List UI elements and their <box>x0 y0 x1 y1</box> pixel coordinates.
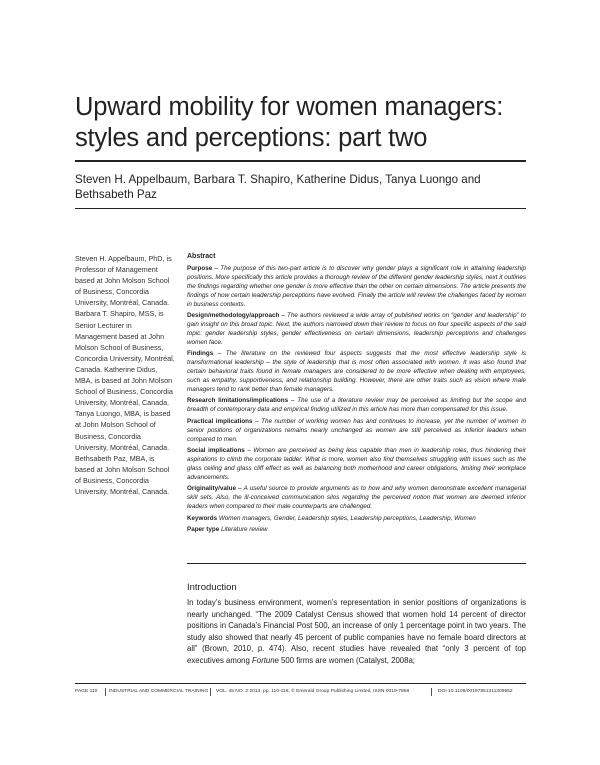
intro-text-b: 500 firms are women (Catalyst, 2008a; <box>278 655 415 665</box>
abstract-findings <box>187 350 526 395</box>
practical-text: – The number of working women has and continues to increase, yet the number of women in senior positions of organizations remains nearly unchanged as women are still perceived as inferior leaders when compared to men. <box>187 417 526 443</box>
author-bios: Steven H. Appelbaum, PhD, is Professor of Management based at John Molson School of Business, Concordia University, Montréal, Canada. Barbara T. Shapiro, MSS, is Senior Lecturer in Management based at John Molson School of Business, Concordia University, Montréal, Canada. Katherine Didus, MBA, is based at John Molson School of Business, Concordia University, Montréal, Canada. Tanya Luongo, MBA, is based at John Molson School of Business, Concordia University, Montréal, Canada. Bethsabeth Paz, MBA, is based at John Molson School of Business, Concordia University, Montréal, Canada. <box>75 254 175 496</box>
originality-label: Originality/value <box>187 485 236 493</box>
title-line-1: Upward mobility for women managers: <box>75 93 504 121</box>
authors-rule <box>75 208 526 209</box>
article-title <box>75 92 526 154</box>
footer-citation: VOL. 45 NO. 2 2013, pp. 110-118, © Emerald Group Publishing Limited, ISSN 0019-7858 <box>216 689 410 694</box>
abstract-rule <box>187 563 526 564</box>
introduction-heading: Introduction <box>187 582 237 593</box>
social-label: Social implications <box>187 447 245 455</box>
title-line-2: styles and perceptions: part two <box>75 124 428 152</box>
abstract-keywords <box>187 515 526 524</box>
abstract-paper-type <box>187 526 526 535</box>
abstract-purpose <box>187 265 526 310</box>
abstract-heading: Abstract <box>187 253 216 260</box>
footer-separator <box>105 688 106 696</box>
research-label: Research limitations/implications <box>187 397 289 405</box>
findings-label: Findings <box>187 350 214 358</box>
abstract-originality <box>187 485 526 512</box>
research-text: – The use of a literature review may be perceived as limiting but the scope and breadth of contemporary data and empirical finding utilized in this article has more than compensated for this issue. <box>187 397 526 414</box>
abstract-research <box>187 397 526 415</box>
footer-separator <box>210 688 211 696</box>
design-text: – The authors reviewed a wide array of published works on “gender and leadership” to gain insight on this broad topic. Next, the authors narrowed down their review to focus on four specific aspects of the said topic: gender leadership styles, gender effectiveness on certain dimensions, leadership perceptions and challenges women face. <box>187 312 526 346</box>
keywords-text: Women managers, Gender, Leadership styles, Leadership perceptions, Leadership, Women <box>217 514 476 522</box>
introduction-body <box>187 597 526 667</box>
findings-text: – The literature on the reviewed four aspects suggests that the most effective leadership style is transformational leadership – the style of leadership that is most often associated with women. It was also found that certain behavioral traits found in female managers are considered to be more effective when dealing with employees, such as empathy, supportiveness, and relationship building. However, there are other traits such as vision where male managers tend to rank better than female managers. <box>187 350 526 393</box>
page-footer <box>75 689 526 699</box>
authors-line-1: Steven H. Appelbaum, Barbara T. Shapiro, Katherine Didus, Tanya Luongo and <box>75 173 481 186</box>
practical-label: Practical implications <box>187 417 253 425</box>
footer-doi: DOI 10.1108/00197851311309552 <box>438 689 513 694</box>
abstract-design <box>187 312 526 348</box>
originality-text: – A useful source to provide arguments as to how and why women demonstrate excellent managerial skill sets. Also, the ill-conceived communication silos regarding the perceived notion that women are deemed inferior leaders when compared to their male counterparts are challenged. <box>187 485 526 511</box>
design-label: Design/methodology/approach <box>187 312 280 320</box>
abstract-practical <box>187 418 526 445</box>
purpose-text: – The purpose of this two-part article is to discover why gender plays a significant role in attaining leadership positions. More specifically this article provides a thorough review of the different gender leadership styles, next it outlines the findings regarding whether one gender is more effective than the other on certain dimensions. The article presents the findings of how certain leadership perceptions have evolved. Finally the article will review the challenges faced by women in business contexts. <box>187 264 526 308</box>
abstract <box>187 253 526 538</box>
abstract-social <box>187 447 526 483</box>
keywords-label: Keywords <box>187 514 218 522</box>
intro-text-em: Fortune <box>252 655 279 665</box>
purpose-label: Purpose <box>187 264 213 272</box>
footer-journal: INDUSTRIAL AND COMMERCIAL TRAINING <box>109 689 209 694</box>
title-rule <box>75 160 526 162</box>
social-text: – Women are perceived as being less capable than men in leadership roles, thus hindering their aspirations to climb the corporate ladder. What is more, women also find themselves struggling with issues such as the glass ceiling and glass cliff effect as well as balancing both motherhood and career obligations, limiting their workplace advancements. <box>187 447 526 481</box>
footer-separator <box>431 688 432 696</box>
footer-page-number: PAGE 110 <box>75 689 98 694</box>
paper-type-text: Literature review <box>219 526 268 534</box>
paper-type-label: Paper type <box>187 526 220 534</box>
authors-line-2: Bethsabeth Paz <box>75 188 157 201</box>
author-list <box>75 172 526 202</box>
intro-text-a: In today’s business environment, women’s representation in senior positions of organizations is nearly unchanged. “The 2009 Catalyst Census showed that women hold 14 percent of director positions in Canada’s Financial Post 500, an increase of only 1 percentage point in two years. The study also showed that nearly 45 percent of public companies have no female board directors at all” (Brown, 2010, p. 474). Also, recent studies have revealed that “only 3 percent of top executives among <box>187 598 526 665</box>
footer-rule <box>75 683 526 684</box>
